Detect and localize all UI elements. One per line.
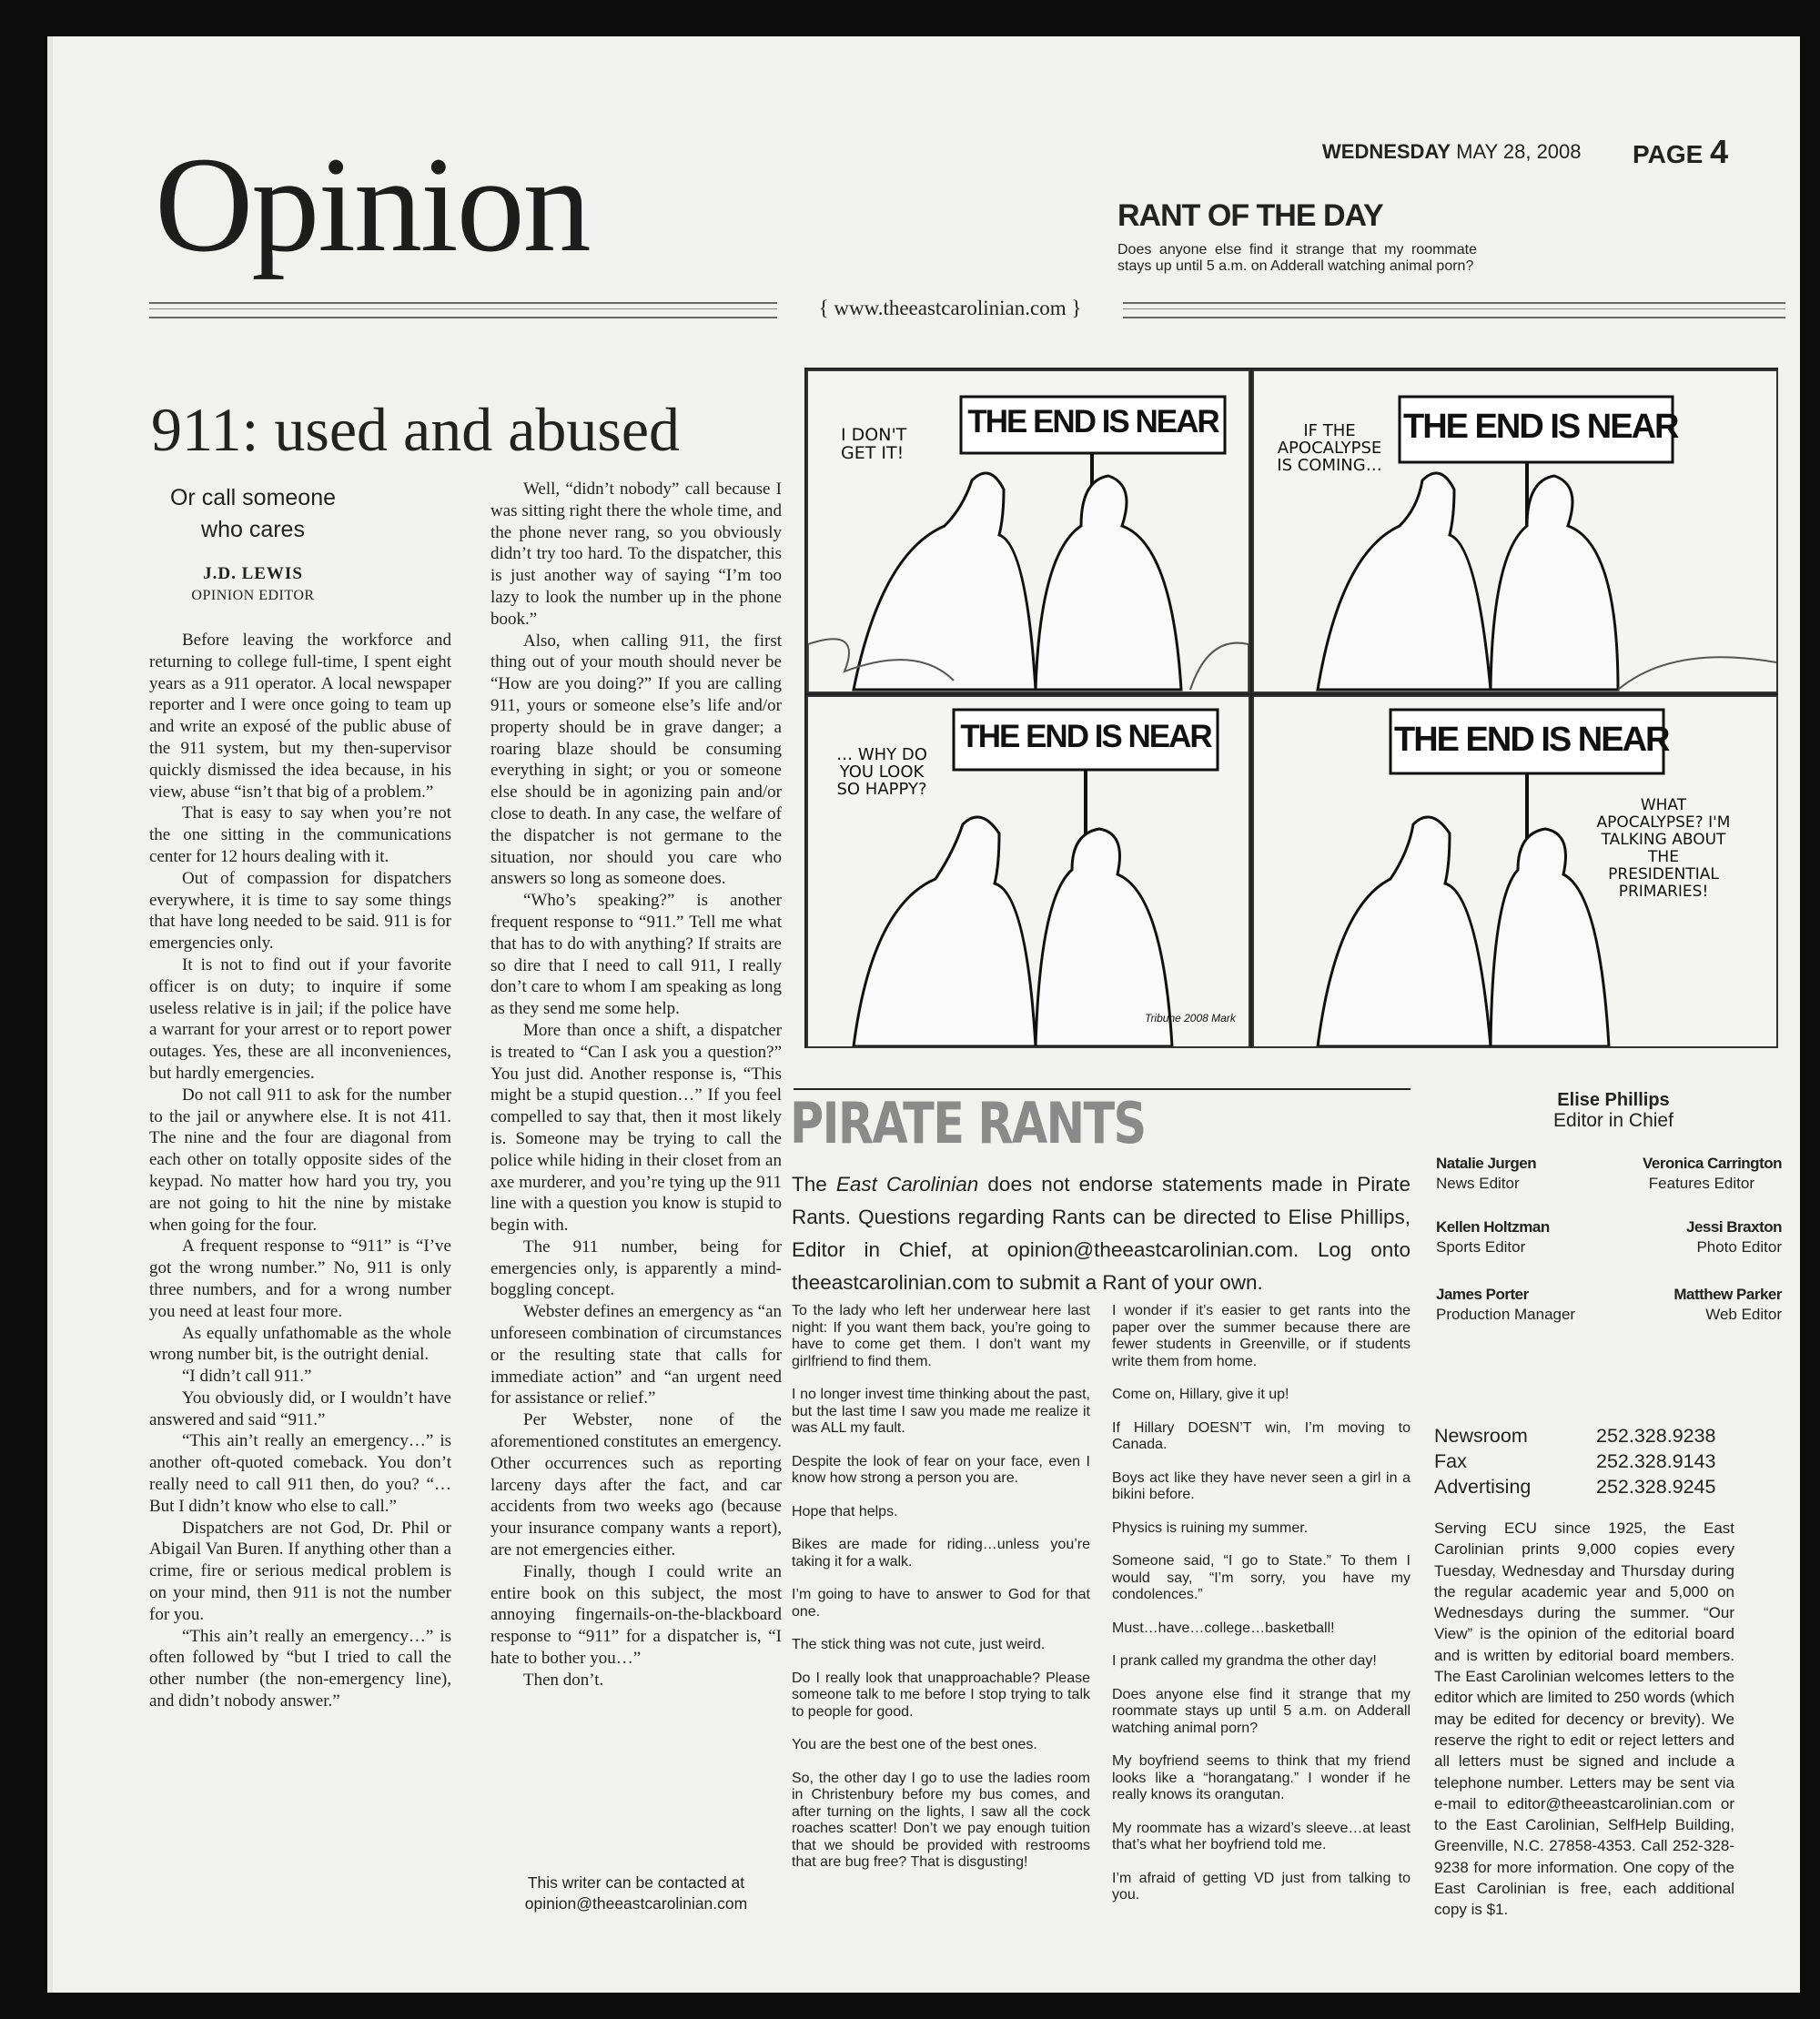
article-byline: J.D. LEWIS — [203, 564, 303, 583]
rant-item: My boyfriend seems to think that my friend looks like a “horangatang.” I wonder if he really knows its orangutan. — [1112, 1753, 1410, 1802]
date-line — [1322, 140, 1582, 164]
rant-item: I wonder if it’s easier to get rants into the paper over the summer because there are fewer students in Greenville, or if students write them from home. — [1112, 1303, 1410, 1369]
rant-of-day-text: Does anyone else find it strange that my roommate stays up until 5 a.m. on Adderall watching animal porn? — [1117, 242, 1477, 274]
rants-column-1 — [792, 1303, 1090, 1888]
rant-item: I prank called my grandma the other day! — [1112, 1653, 1377, 1669]
article-paragraph: Webster defines an emergency as “an unforeseen combination of circumstances or the resulting state that calls for immediate action” and “an urgent need for assistance or relief.” — [490, 1302, 782, 1408]
staff-name: James Porter — [1436, 1286, 1529, 1303]
contact-label: This writer can be contacted at — [527, 1873, 745, 1892]
rant-item: To the lady who left her underwear here last night: If you want them back, you’re going to have to come get them. I don’t want my girlfriend to find them. — [792, 1303, 1090, 1369]
rant-item: Does anyone else find it strange that my roommate stays up until 5 a.m. on Adderall watching animal porn? — [1112, 1686, 1410, 1736]
weekday: WEDNESDAY — [1322, 140, 1451, 163]
rant-item: Despite the look of fear on your face, even I know how strong a person you are. — [792, 1453, 1090, 1486]
article-paragraph: A frequent response to “911” is “I’ve got the wrong number.” No, 911 is only three numbers, and for a wrong number you need at least four more. — [149, 1237, 451, 1321]
phone-label: Advertising — [1434, 1476, 1532, 1498]
article-paragraph: “I didn’t call 911.” — [182, 1367, 312, 1387]
editor-in-chief-name: Elise Phillips — [1557, 1090, 1670, 1110]
page-digit: 4 — [1710, 133, 1729, 170]
article-paragraph: Dispatchers are not God, Dr. Phil or Abigail Van Buren. If anything other than a crime, fire or serious medical problem is on your mind, then 911 is not the number for you. — [149, 1518, 451, 1624]
staff-title: Web Editor — [1705, 1306, 1782, 1323]
phone-number: 252.328.9238 — [1596, 1425, 1716, 1447]
masthead-rule-left — [149, 302, 777, 318]
page-number — [1633, 133, 1728, 171]
rant-item: My roommate has a wizard’s sleeve…at least that’s what her boyfriend told me. — [1112, 1820, 1410, 1852]
site-url-link[interactable]: { www.theeastcarolinian.com } — [818, 297, 1082, 319]
cartoon-speech-3: … WHY DO YOU LOOK SO HAPPY? — [836, 745, 927, 799]
article-role: OPINION EDITOR — [191, 588, 315, 603]
article-paragraph: Before leaving the workforce and returning to college full-time, I spent eight years as a 911 operator. A local newspaper reporter and I were once going to team up and write an exposé of the public abuse of the 911 system, but my then-supervisor quickly dismissed the idea because, in his view, abuse “isn’t that big of a problem.” — [149, 631, 451, 802]
article-paragraph: Finally, though I could write an entire book on this subject, the most annoying fingernails-on-the-blackboard response to “911” for a dispatcher is, “I hate to bother you…” — [490, 1561, 782, 1669]
rant-item: Someone said, “I go to State.” To them I would say, “I’m sorry, you have my condolences.” — [1112, 1553, 1410, 1602]
staff-title: News Editor — [1436, 1175, 1520, 1192]
staff-member — [1554, 1154, 1782, 1194]
staff-title: Photo Editor — [1696, 1238, 1782, 1256]
article-column-2 — [490, 479, 782, 1691]
rant-item: I no longer invest time thinking about the past, but the last time I saw you made me realize it was ALL my fault. — [792, 1387, 1090, 1436]
article-column-1 — [149, 630, 451, 1712]
editor-in-chief-title: Editor in Chief — [1553, 1110, 1673, 1131]
cartoon-panel-3 — [806, 695, 1250, 1048]
staff-title: Sports Editor — [1436, 1238, 1526, 1256]
contact-email-link[interactable]: opinion@theeastcarolinian.com — [524, 1894, 748, 1913]
rant-of-day-title: RANT OF THE DAY — [1117, 198, 1383, 233]
phone-list — [1434, 1423, 1789, 1499]
article-paragraph: Also, when calling 911, the first thing out of your mouth should never be “How are you doing?” If you are calling 911, yours or someone else’s life and/or property should be in grave danger; a roaring blaze should be consuming everything in sight; or you or someone else should be in agonizing pain and/or close to death. In any case, the welfare of the dispatcher is not germane to the situation, nor should you care who answers so long as someone does. — [490, 631, 782, 889]
article-paragraph: Then don’t. — [523, 1670, 604, 1690]
phone-row — [1434, 1423, 1789, 1449]
phone-label: Fax — [1434, 1450, 1467, 1472]
phone-label: Newsroom — [1434, 1425, 1528, 1447]
page-label: PAGE — [1633, 140, 1704, 168]
rant-item: If Hillary DOESN’T win, I’m moving to Canada. — [1112, 1419, 1410, 1452]
rant-item: The stick thing was not cute, just weird. — [792, 1637, 1046, 1652]
article-contact — [490, 1873, 782, 1914]
cartoon-signature: Tribune 2008 Mark — [1145, 1012, 1236, 1025]
rant-item: Must…have…college…basketball! — [1112, 1620, 1335, 1636]
phone-row — [1434, 1449, 1789, 1474]
phone-row — [1434, 1474, 1789, 1499]
cartoon-sign-4: THE END IS NEAR — [1394, 721, 1669, 759]
staff-member — [1554, 1217, 1782, 1257]
staff-name: Matthew Parker — [1673, 1286, 1782, 1303]
staff-name: Natalie Jurgen — [1436, 1155, 1537, 1172]
cartoon-panel-1 — [806, 369, 1250, 693]
rant-item: You are the best one of the best ones. — [792, 1737, 1037, 1752]
cartoon-speech-2: IF THE APOCALYPSE IS COMING… — [1277, 421, 1382, 475]
rant-item: Hope that helps. — [792, 1503, 898, 1519]
staff-name: Jessi Braxton — [1686, 1218, 1782, 1236]
rant-item: Come on, Hillary, give it up! — [1112, 1387, 1289, 1402]
cartoon-panel-4 — [1252, 695, 1778, 1048]
article-paragraph: “This ain’t really an emergency…” is often followed by “but I tried to call the other number (the non-emergency line), and didn’t nobody answer.” — [149, 1626, 451, 1711]
date: MAY 28, 2008 — [1456, 140, 1582, 163]
article-paragraph: Out of compassion for dispatchers everywhere, it is time to say some things that have long needed to be said. 911 is for emergencies only. — [149, 868, 451, 954]
article-paragraph: That is easy to say when you’re not the one sitting in the communications center for 12 hours dealing with it. — [149, 803, 451, 866]
staff-name: Kellen Holtzman — [1436, 1218, 1550, 1236]
editorial-cartoon — [804, 368, 1778, 1048]
section-title: Opinion — [155, 129, 590, 280]
article-paragraph: As equally unfathomable as the whole wrong number bit, is the outright denial. — [149, 1323, 451, 1365]
rant-item: Do I really look that unapproachable? Please someone talk to me before I stop trying to talk to people for good. — [792, 1670, 1090, 1720]
article-headline: 911: used and abused — [151, 395, 681, 464]
article-paragraph: Do not call 911 to ask for the number to the jail or anywhere else. It is not 411. The nine and the four are diagonal from each other on totally opposite sides of the keypad. No matter how hard you try, you are not going to hit the nine by mistake when going for the four. — [149, 1085, 451, 1235]
cartoon-sign-3: THE END IS NEAR — [960, 719, 1211, 754]
staff-name: Veronica Carrington — [1643, 1155, 1782, 1172]
cartoon-speech-1: I DON'T GET IT! — [841, 425, 907, 463]
article-paragraph: “Who’s speaking?” is another frequent response to “911.” Tell me what that has to do with anything? If straits are so dire that I need to call 911, I really don’t care to whom I am speaking as long as they send me some help. — [490, 891, 782, 1019]
rant-item: So, the other day I go to use the ladies room in Christenbury before my bus comes, and after turning on the lights, I saw all the cock roaches scatter! Don’t we pay enough tuition that we should be provided with restrooms that are bug free? That is disgusting! — [792, 1770, 1090, 1870]
article-subhead: Or call someone who cares — [169, 485, 337, 542]
rant-item: Physics is ruining my summer. — [1112, 1519, 1309, 1536]
staff-member — [1554, 1285, 1782, 1325]
cartoon-panel-2 — [1252, 369, 1778, 693]
cartoon-sign-1: THE END IS NEAR — [967, 404, 1218, 439]
phone-number: 252.328.9143 — [1596, 1450, 1716, 1472]
article-paragraph: Per Webster, none of the aforementioned constitutes an emergency. Other occurrences such as reporting larceny days after the fact, and car accidents from two weeks ago (because your insurance company wants a report), are not emergencies either. — [490, 1410, 782, 1560]
masthead-rule-right — [1123, 302, 1785, 318]
rant-item: Bikes are made for riding…unless you’re taking it for a walk. — [792, 1537, 1090, 1570]
rants-column-2 — [1112, 1303, 1410, 1921]
article-paragraph: The 911 number, being for emergencies only, is apparently a mind-boggling concept. — [490, 1237, 782, 1300]
pirate-rants-title: PIRATE RANTS — [790, 1090, 1146, 1156]
cartoon-speech-4: WHAT APOCALYPSE? I'M TALKING ABOUT THE PRESIDENTIAL PRIMARIES! — [1596, 796, 1731, 901]
pirate-rants-intro: The East Carolinian does not endorse statements made in Pirate Rants. Questions regarding Rants can be directed to Elise Phillips, Editor in Chief, at opinion@theeastcarolinian.com. Log onto theeastcarolinian.com to submit a Rant of your own. — [792, 1173, 1411, 1294]
staff-title: Features Editor — [1648, 1175, 1754, 1192]
article-paragraph: Well, “didn’t nobody” call because I was sitting right there the whole time, and the phone never rang, so you obviously didn’t try too hard. To the dispatcher, this is just another way of saying “I’m too lazy to look the number up in the phone book.” — [490, 480, 782, 629]
newspaper-page — [53, 36, 1800, 1993]
rant-item: I’m afraid of getting VD just from talking to you. — [1112, 1870, 1410, 1903]
rant-item: Boys act like they have never seen a girl in a bikini before. — [1112, 1469, 1410, 1502]
article-paragraph: It is not to find out if your favorite officer is on duty; to inquire if some useless relative is in jail; if the police have a warrant for your arrest or to report power outages. Yes, these are all inconveniences, but hardly emergencies. — [149, 954, 451, 1083]
article-paragraph: More than once a shift, a dispatcher is treated to “Can I ask you a question?” You just did. Another response is, “This might be a stupid question…” If you feel compelled to say that, then it most likely is. Someone may be trying to call the police while hiding in their closet from an axe murderer, and you’re tying up the 911 line with a question you know is stupid to begin with. — [490, 1020, 782, 1236]
publication-info: Serving ECU since 1925, the East Carolinian prints 9,000 copies every Tuesday, Wednesday and Thursday during the regular academic year and 5,000 on Wednesdays during the summer. “Our View” is the opinion of the editorial board and is written by editorial board members. The East Carolinian welcomes letters to the editor which are limited to 250 words (which may be edited for decency or brevity). We reserve the right to edit or reject letters and all letters must be signed and include a telephone number. Letters may be sent via e-mail to editor@theeastcarolinian.com or to the East Carolinian, SelfHelp Building, Greenville, N.C. 27858-4353. Call 252-328-9238 for more information. One copy of the East Carolinian is free, each additional copy is $1. — [1434, 1519, 1734, 1919]
staff-title: Production Manager — [1436, 1306, 1576, 1323]
article-paragraph: You obviously did, or I wouldn’t have answered and said “911.” — [149, 1388, 451, 1429]
cartoon-sign-2: THE END IS NEAR — [1403, 408, 1678, 446]
rant-item: I’m going to have to answer to God for that one. — [792, 1587, 1090, 1620]
phone-number: 252.328.9245 — [1596, 1476, 1716, 1498]
article-paragraph: “This ain’t really an emergency…” is another oft-quoted comeback. You don’t really need to call 911 then, do you? “…But I didn’t know who else to call.” — [149, 1431, 451, 1516]
